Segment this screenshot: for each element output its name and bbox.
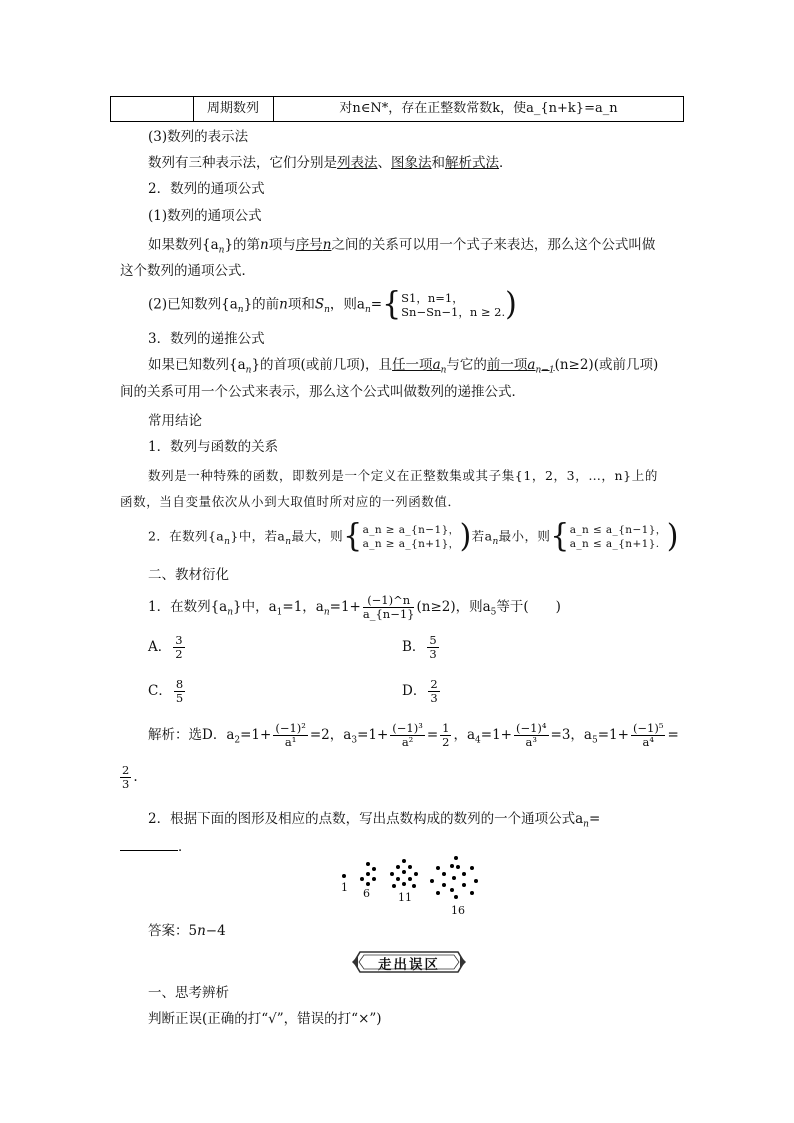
section-thinking: 一、思考辨析 — [148, 985, 229, 1001]
conclusion-2: 2．在数列$\{a_n\}$中，若$a_n$最大，则{ a_n ≥ a_{n−1}， a_n ≥ a_{n+1}， )若$a_n$最小，则{ a_n ≤ a_{n−1}， a_n ≤ a_{n+1}. ) — [148, 518, 679, 555]
fig-label-6: 6 — [363, 887, 370, 900]
dot — [442, 883, 446, 887]
option-c[interactable]: C． $\frac{8}{5}$ — [148, 677, 184, 705]
recursive-definition-cont: 间的关系可用一个公式来表示，那么这个公式叫做数列的递推公式． — [120, 384, 525, 400]
dot — [430, 879, 434, 883]
dot — [454, 895, 458, 899]
sum-formula: (2)已知数列$\{a_n\}$的前n项和$S_n$，则$a_n=${ S1，n=1， Sn−Sn−1，n ≥ 2. ) — [148, 286, 517, 323]
section-textbook: 二、教材衍化 — [148, 567, 229, 583]
dot — [372, 867, 376, 871]
common-conclusions-title: 常用结论 — [148, 413, 202, 429]
dot — [470, 891, 474, 895]
dot — [390, 872, 394, 876]
heading-general-term: 2．数列的通项公式 — [148, 181, 265, 197]
dot — [360, 877, 364, 881]
table-cell-definition: 对n∈N*，存在正整数常数k，使a_{n+k}=a_n — [339, 101, 618, 116]
solution-result: $\frac{2}{3}$ . — [122, 763, 138, 791]
dot — [454, 856, 458, 860]
answer-blank[interactable]: ． — [120, 838, 192, 856]
dot — [366, 872, 370, 876]
dot — [408, 865, 412, 869]
conclusion-1-title: 1．数列与函数的关系 — [148, 439, 279, 455]
dot — [366, 862, 370, 866]
dot — [412, 884, 416, 888]
dot — [372, 877, 376, 881]
dot — [474, 879, 478, 883]
dot-figure — [330, 855, 480, 920]
dot — [392, 884, 396, 888]
brace-icon: { — [382, 286, 402, 323]
dot — [470, 866, 474, 870]
dot — [342, 874, 346, 878]
table-empty-cell — [111, 97, 194, 121]
dot — [402, 882, 406, 886]
judge-instruction: 判断正误(正确的打“√”，错误的打“×”) — [148, 1011, 382, 1027]
conclusion-1-text-cont: 函数，当自变量依次从小到大取值时所对应的一列函数值． — [120, 494, 461, 509]
dot — [442, 872, 446, 876]
option-d[interactable]: D． $\frac{2}{3}$ — [402, 677, 438, 705]
section-banner — [352, 950, 466, 974]
dot — [436, 866, 440, 870]
heading-recursive: 3．数列的递推公式 — [148, 331, 265, 347]
fig-label-11: 11 — [398, 891, 412, 904]
answer-line: 答案：5n−4 — [148, 923, 226, 939]
dot — [402, 859, 406, 863]
dot — [408, 877, 412, 881]
option-a[interactable]: A． $\frac{3}{2}$ — [148, 633, 183, 661]
general-term-definition-cont: 这个数列的通项公式． — [120, 263, 255, 279]
solution: 解析：选D．$a_2=1+$ $\frac{\text{(−1)²}}{\text{a¹}}$ =2，$a_3=1+$ $\frac{\text{(−1)³}}{\text{a²}}$ = $\frac{1}{2}$ ，$a_4=1+$ $\frac{\text{(−1)⁴}}{\text{a³}}$ =3，$a_5=1+$ $\frac{\text{(−1)⁵}}{\text{a⁴}}$ = — [148, 721, 679, 749]
question-2: 2．根据下面的图形及相应的点数，写出点数构成的数列的一个通项公式$a_n=$ — [148, 811, 601, 830]
dot — [366, 882, 370, 886]
conclusion-1-text: 数列是一种特殊的函数，即数列是一个定义在正整数集或其子集{1，2，3，…，n}上的 — [148, 468, 658, 483]
fig-label-16: 16 — [451, 904, 465, 917]
dot — [396, 877, 400, 881]
recursive-definition: 如果已知数列$\{a_n\}$的首项(或前几项)，且任一项$a_n$与它的前一项$a_{n-1}(n\ge 2)$(或前几项) — [148, 357, 659, 376]
table-cell-name: 周期数列 — [193, 97, 274, 121]
s3-text: 数列有三种表示法，它们分别是列表法、图象法和解析式法． — [148, 155, 513, 171]
subheading-general-term: (1)数列的通项公式 — [148, 208, 262, 224]
dot — [436, 891, 440, 895]
dot — [450, 864, 454, 868]
banner-title: 走出误区 — [378, 957, 440, 973]
dot — [396, 865, 400, 869]
period-table-row — [110, 96, 684, 122]
dot — [452, 876, 456, 880]
dot — [402, 870, 406, 874]
s3-title: (3)数列的表示法 — [148, 129, 249, 145]
dot — [414, 872, 418, 876]
dot — [462, 872, 466, 876]
general-term-definition: 如果数列$\{a_n\}$的第n项与序号n之间的关系可以用一个式子来表达，那么这个公式叫做 — [148, 237, 656, 256]
dot — [450, 888, 454, 892]
dot — [462, 883, 466, 887]
dot — [456, 865, 460, 869]
option-b[interactable]: B． $\frac{5}{3}$ — [402, 633, 437, 661]
fig-label-1: 1 — [341, 881, 348, 894]
question-1: 1．在数列$\{a_n\}$中，$a_1=1$，$a_n=1+$ $\frac{(-1)\^{}n}{a\_\{n-1\}}$ (n≥2)，则$a_5$等于( ) — [148, 593, 561, 621]
